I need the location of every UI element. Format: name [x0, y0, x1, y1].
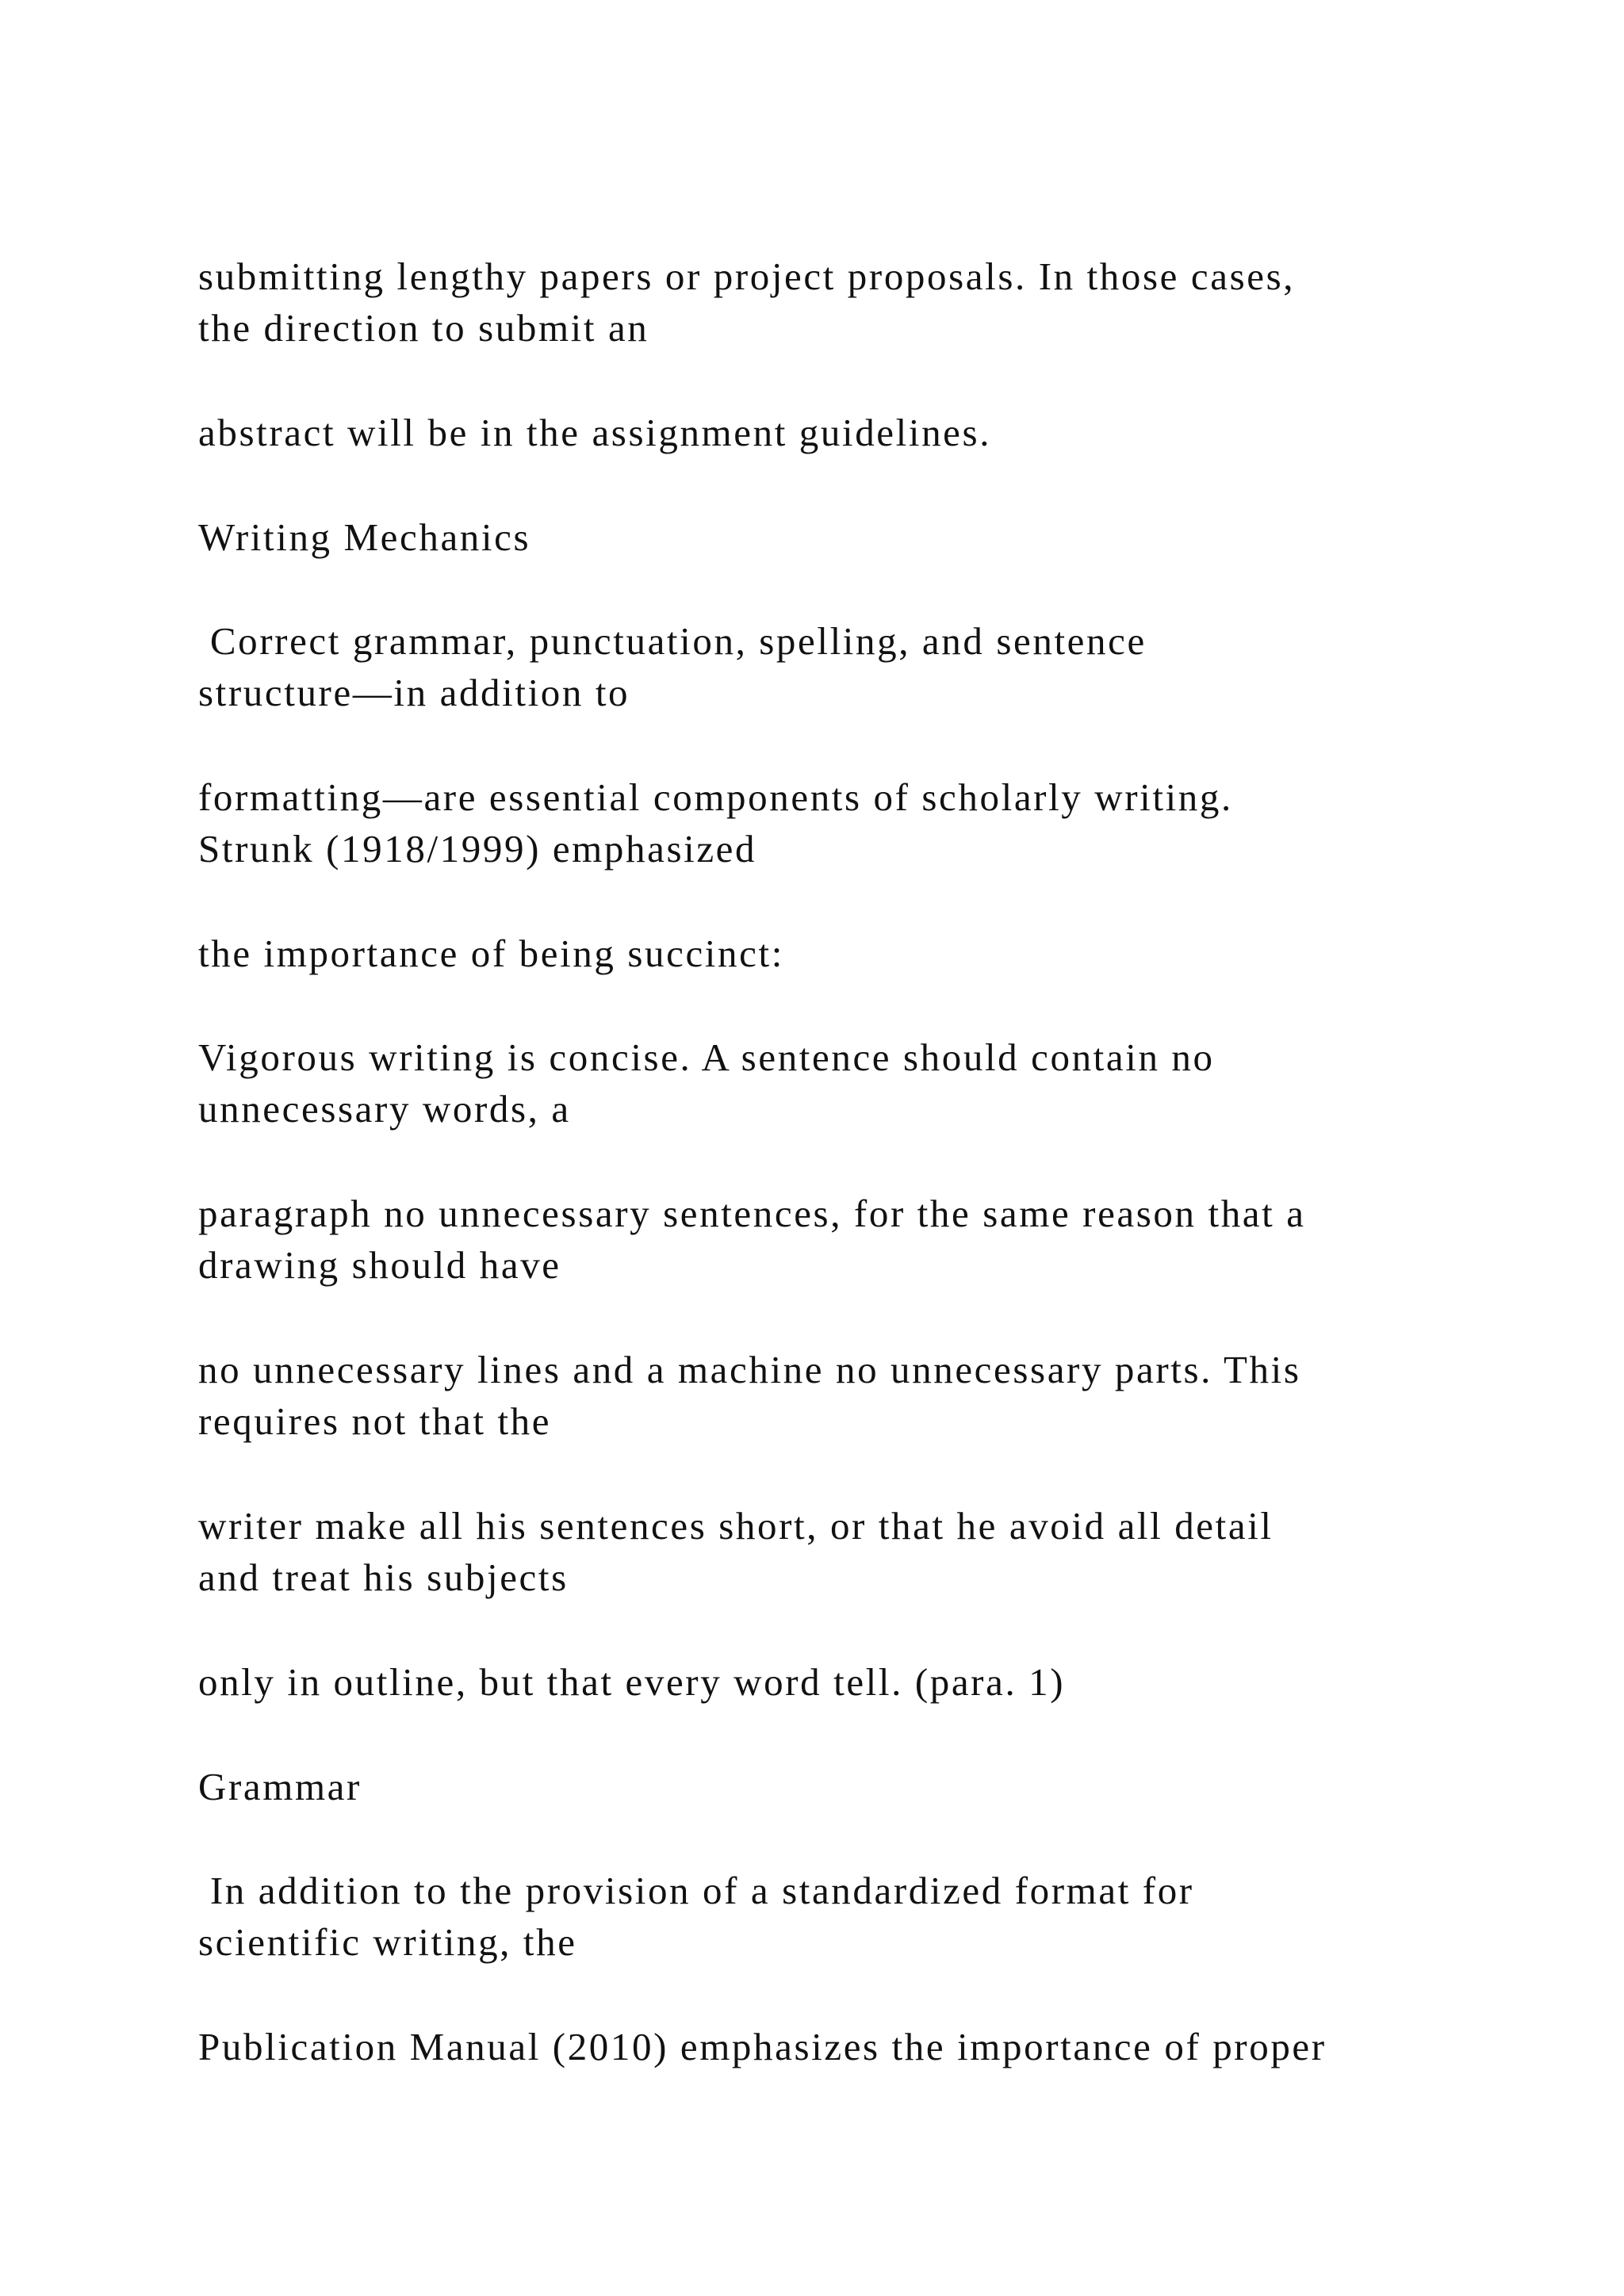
paragraph-5 [198, 928, 1499, 979]
text-line: Correct grammar, punctuation, spelling, and sentence [198, 619, 1147, 663]
text-line: paragraph no unnecessary sentences, for the same reason that a [198, 1192, 1306, 1235]
heading-text: Writing Mechanics [198, 515, 531, 559]
text-line: abstract will be in the assignment guidelines. [198, 411, 992, 454]
paragraph-2 [198, 407, 1499, 458]
text-line: the importance of being succinct: [198, 932, 784, 975]
text-line: submitting lengthy papers or project proposals. In those cases, [198, 254, 1296, 298]
text-line: only in outline, but that every word tell. (para. 1) [198, 1660, 1066, 1704]
text-line: the direction to submit an [198, 306, 649, 350]
text-line: drawing should have [198, 1243, 561, 1287]
quote-paragraph-2 [198, 1188, 1499, 1291]
paragraph-3 [198, 615, 1499, 718]
quote-paragraph-4 [198, 1500, 1499, 1603]
text-line: formatting—are essential components of scholarly writing. [198, 775, 1233, 819]
text-line: structure—in addition to [198, 671, 630, 714]
section-heading-writing-mechanics [198, 511, 1499, 563]
paragraph-4 [198, 771, 1499, 874]
heading-text: Grammar [198, 1765, 362, 1808]
text-line: In addition to the provision of a standardized format for [198, 1869, 1194, 1912]
text-line: and treat his subjects [198, 1556, 569, 1599]
text-line: Vigorous writing is concise. A sentence should contain no [198, 1035, 1215, 1079]
text-line: Strunk (1918/1999) emphasized [198, 827, 757, 871]
paragraph-6 [198, 1865, 1499, 1968]
paragraph-1 [198, 251, 1499, 354]
paragraph-7 [198, 2021, 1499, 2072]
quote-paragraph-5 [198, 1656, 1499, 1708]
text-line: unnecessary words, a [198, 1087, 571, 1131]
text-line: Publication Manual (2010) emphasizes the importance of proper [198, 2025, 1327, 2068]
quote-paragraph-3 [198, 1344, 1499, 1447]
text-line: writer make all his sentences short, or that he avoid all detail [198, 1504, 1274, 1548]
section-heading-grammar [198, 1761, 1499, 1812]
text-line: scientific writing, the [198, 1920, 577, 1964]
text-line: no unnecessary lines and a machine no unnecessary parts. This [198, 1348, 1301, 1391]
quote-paragraph-1 [198, 1031, 1499, 1135]
text-line: requires not that the [198, 1399, 552, 1443]
